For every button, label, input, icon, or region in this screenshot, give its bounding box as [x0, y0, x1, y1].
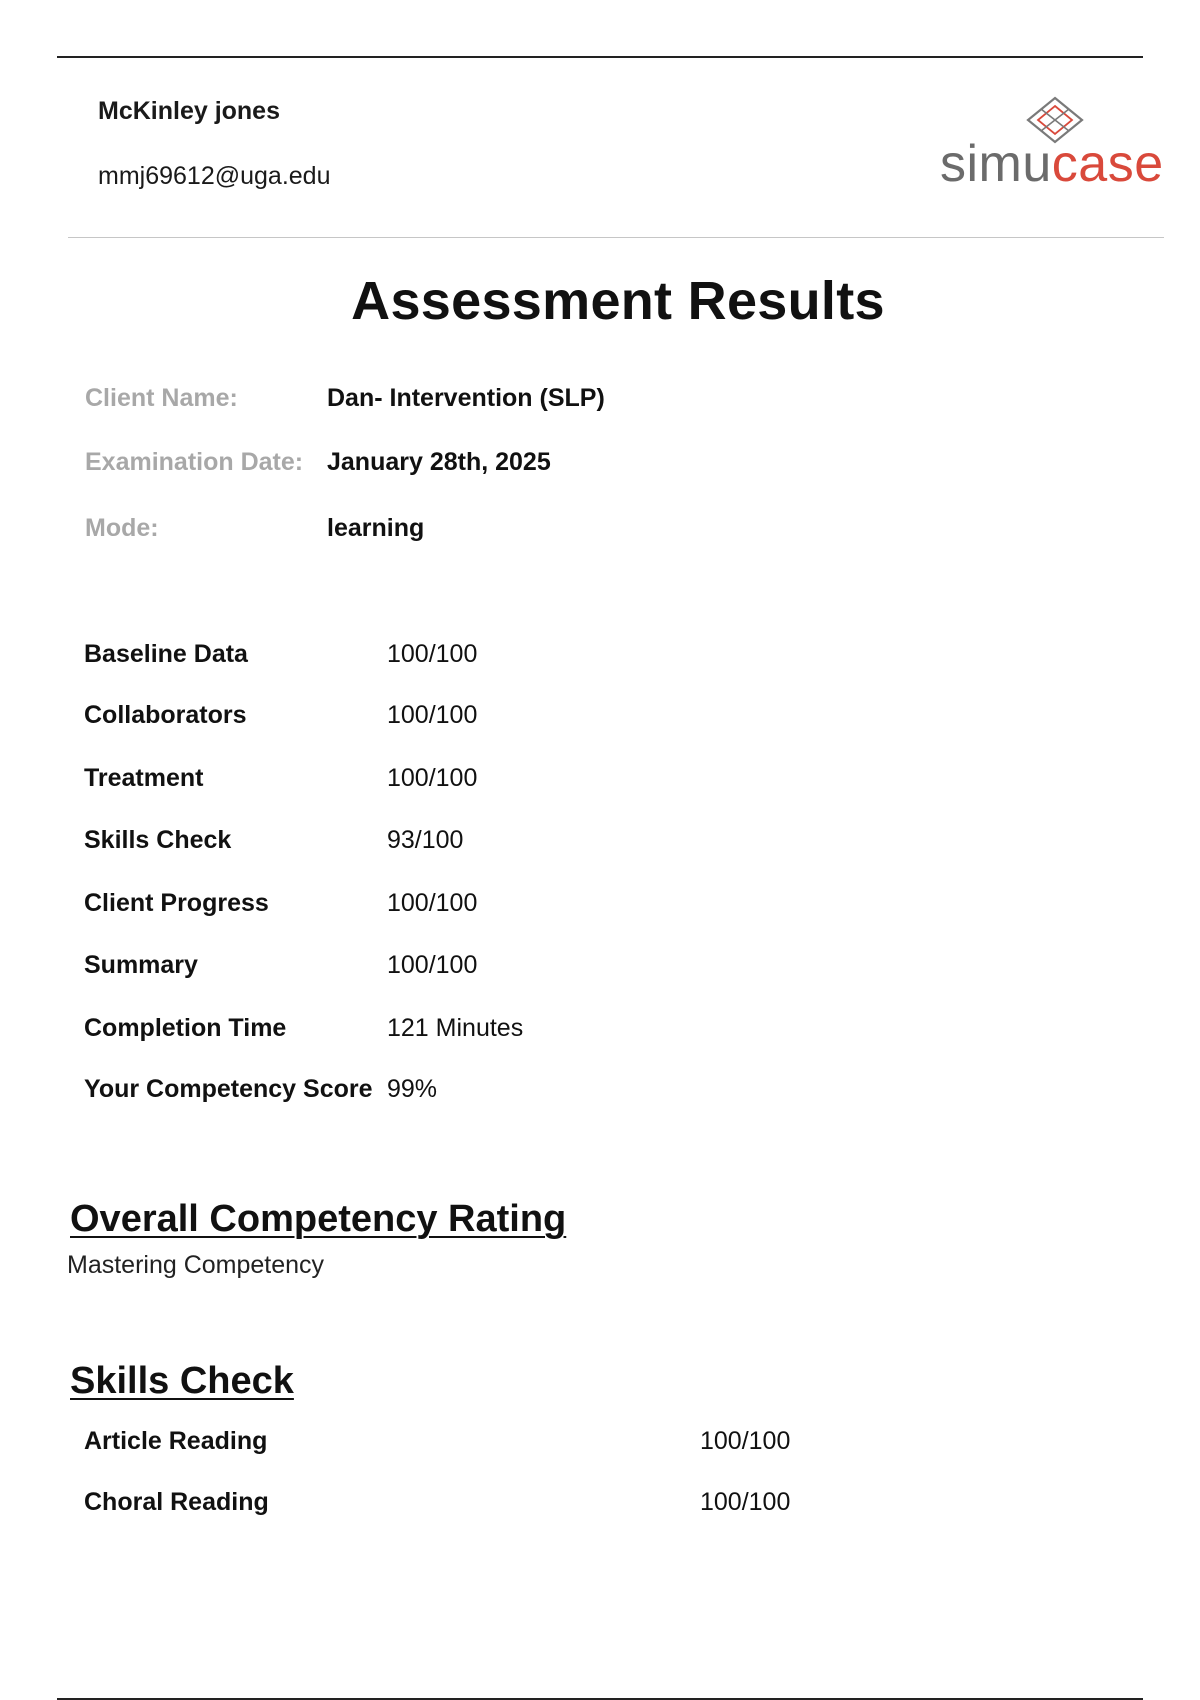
- score-label: Client Progress: [84, 889, 269, 917]
- client-name-label: Client Name:: [85, 384, 238, 412]
- score-value: 100/100: [387, 951, 478, 979]
- score-value: 121 Minutes: [387, 1014, 524, 1042]
- top-divider: [57, 56, 1143, 58]
- overall-competency-heading: Overall Competency Rating: [70, 1198, 567, 1240]
- score-label: Skills Check: [84, 826, 232, 854]
- skill-label: Choral Reading: [84, 1488, 269, 1516]
- skills-check-heading: Skills Check: [70, 1360, 294, 1402]
- client-name-value: Dan- Intervention (SLP): [327, 384, 605, 412]
- score-value: 100/100: [387, 701, 478, 729]
- score-label: Collaborators: [84, 701, 247, 729]
- mode-value: learning: [327, 514, 425, 542]
- score-label: Summary: [84, 951, 198, 979]
- overall-competency-rating: Mastering Competency: [67, 1251, 325, 1279]
- page-title: Assessment Results: [351, 271, 885, 331]
- skill-value: 100/100: [700, 1488, 791, 1516]
- logo-text-simu: simu: [940, 135, 1052, 193]
- score-value: 99%: [387, 1075, 438, 1103]
- score-label: Completion Time: [84, 1014, 287, 1042]
- score-label: Your Competency Score: [84, 1075, 373, 1103]
- skill-value: 100/100: [700, 1427, 791, 1455]
- logo-wordmark: [940, 135, 1164, 193]
- user-name: McKinley jones: [98, 97, 280, 125]
- score-label: Treatment: [84, 764, 204, 792]
- examination-date-value: January 28th, 2025: [327, 448, 551, 476]
- score-value: 93/100: [387, 826, 464, 854]
- header-divider: [68, 237, 1164, 238]
- score-label: Baseline Data: [84, 640, 248, 668]
- score-value: 100/100: [387, 889, 478, 917]
- user-email: mmj69612@uga.edu: [98, 162, 331, 190]
- skill-label: Article Reading: [84, 1427, 268, 1455]
- score-value: 100/100: [387, 764, 478, 792]
- logo-text-case: case: [1051, 135, 1164, 193]
- examination-date-label: Examination Date:: [85, 448, 304, 476]
- simucase-logo: [940, 96, 1170, 192]
- score-value: 100/100: [387, 640, 478, 668]
- mode-label: Mode:: [85, 514, 159, 542]
